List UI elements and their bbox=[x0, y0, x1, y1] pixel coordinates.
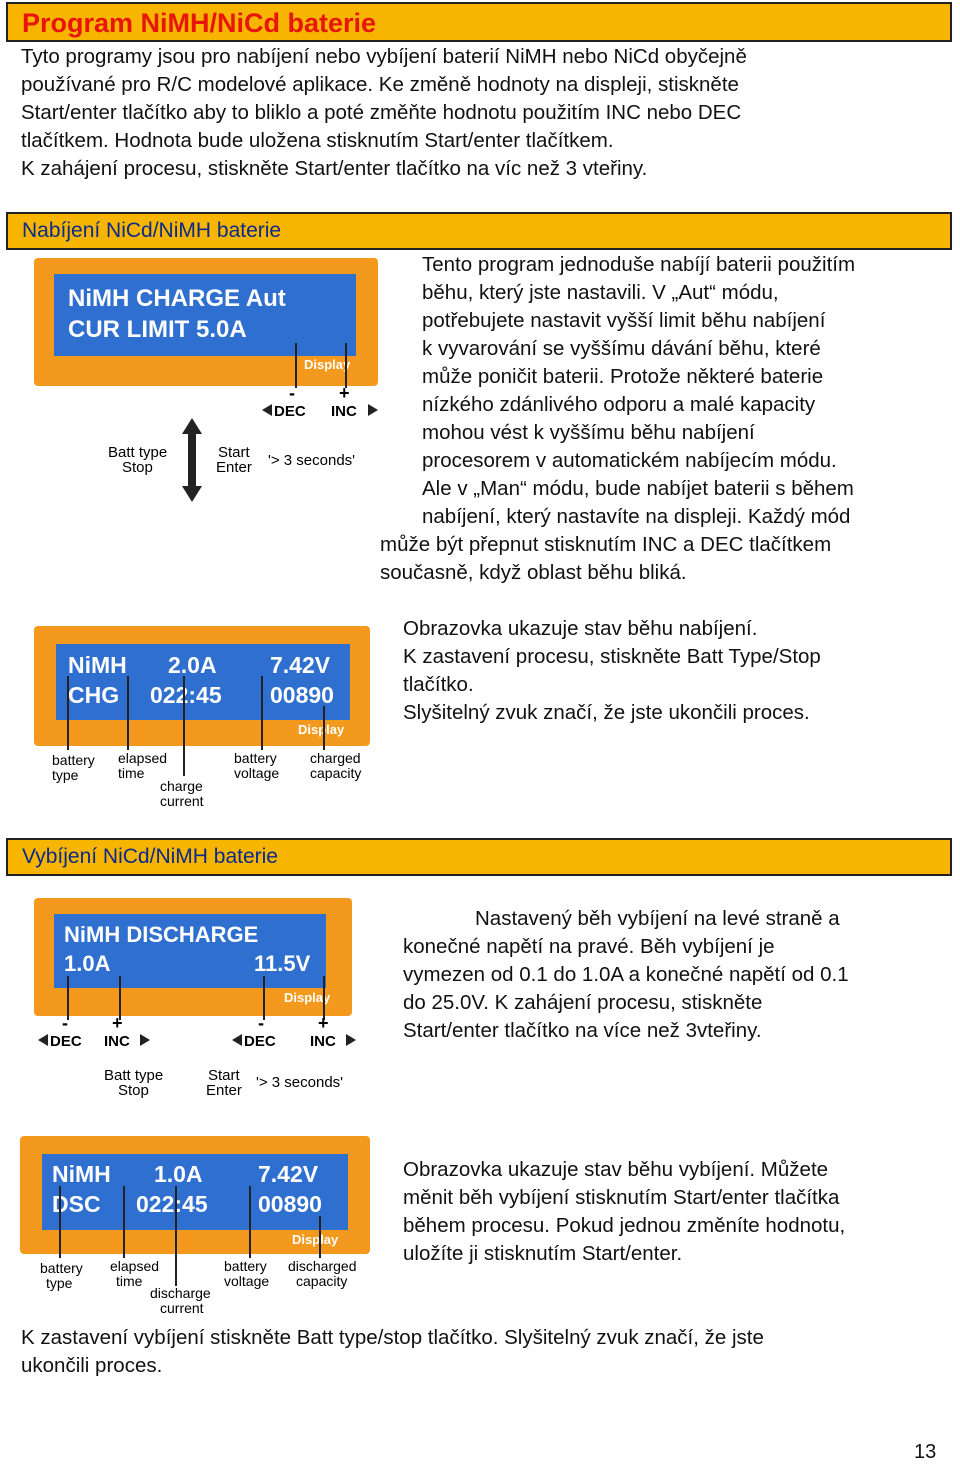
label-elapsed: elapsed bbox=[118, 750, 168, 766]
lcd-current: 1.0A bbox=[64, 951, 111, 976]
lcd-voltage: 11.5V bbox=[254, 951, 311, 976]
lcd-voltage: 7.42V bbox=[258, 1161, 319, 1187]
enter-label[interactable]: Enter bbox=[216, 459, 252, 476]
minus-sign: - bbox=[258, 1013, 264, 1033]
dec-button-label[interactable]: DEC bbox=[244, 1033, 276, 1050]
desc-line: současně, když oblast běhu bliká. bbox=[380, 561, 687, 584]
lcd-display-label: Display bbox=[304, 357, 351, 372]
discharge-section-heading bbox=[6, 838, 952, 876]
inc-arrow-icon bbox=[140, 1034, 150, 1046]
desc-line: do 25.0V. K zahájení procesu, stiskněte bbox=[403, 991, 763, 1014]
lcd-battery-type: NiMH bbox=[68, 652, 127, 678]
lcd-line: CUR LIMIT 5.0A bbox=[68, 316, 247, 343]
intro-line: tlačítkem. Hodnota bude uložena stisknutím Start/enter tlačítkem. bbox=[21, 129, 614, 152]
charge-section-heading bbox=[6, 212, 952, 250]
status-line: Obrazovka ukazuje stav běhu vybíjení. Můžete bbox=[403, 1158, 829, 1181]
status-line: Obrazovka ukazuje stav běhu nabíjení. bbox=[403, 617, 758, 640]
label-voltage: voltage bbox=[234, 765, 280, 781]
label-charged: charged bbox=[310, 750, 361, 766]
label-type: type bbox=[52, 767, 79, 783]
intro-line: Tyto programy jsou pro nabíjení nebo vybíjení baterií NiMH nebo NiCd obyčejně bbox=[21, 45, 747, 68]
dec-arrow-icon bbox=[232, 1034, 242, 1046]
charge-status-text bbox=[403, 615, 821, 727]
start-label[interactable]: Start bbox=[208, 1067, 240, 1084]
lcd-line: NiMH DISCHARGE bbox=[64, 922, 259, 947]
label-battery: battery bbox=[52, 752, 95, 768]
status-line: měnit běh vybíjení stisknutím Start/enter tlačítka bbox=[403, 1186, 840, 1209]
lcd-current: 1.0A bbox=[154, 1161, 203, 1187]
plus-sign: + bbox=[112, 1013, 123, 1033]
lcd-elapsed-time: 022:45 bbox=[150, 682, 222, 708]
label-charge: charge bbox=[160, 778, 203, 794]
inc-arrow-icon bbox=[346, 1034, 356, 1046]
label-battery-2: battery bbox=[234, 750, 277, 766]
label-voltage: voltage bbox=[224, 1273, 270, 1289]
intro-line: používané pro R/C modelové aplikace. Ke změně hodnoty na displeji, stiskněte bbox=[21, 73, 739, 96]
desc-line: běhu, který jste nastavili. V „Aut“ módu, bbox=[422, 281, 779, 304]
desc-line: k vyvarování se vyššímu dávání běhu, které bbox=[422, 337, 821, 360]
desc-line: konečné napětí na pravé. Běh vybíjení je bbox=[403, 935, 775, 958]
discharge-setup-display bbox=[34, 898, 384, 1106]
label-time: time bbox=[116, 1273, 143, 1289]
desc-line: potřebujete nastavit vyšší limit běhu nabíjení bbox=[422, 309, 826, 332]
batt-type-label[interactable]: Batt type bbox=[108, 444, 168, 461]
inc-button-label[interactable]: INC bbox=[331, 403, 357, 420]
desc-line: může být přepnut stisknutím INC a DEC tlačítkem bbox=[380, 533, 832, 556]
label-type: type bbox=[46, 1275, 73, 1291]
discharge-description bbox=[403, 905, 849, 1045]
batt-type-label[interactable]: Batt type bbox=[104, 1067, 164, 1084]
label-battery: battery bbox=[40, 1260, 83, 1276]
title-bar bbox=[6, 2, 952, 42]
dec-arrow-icon bbox=[262, 404, 272, 416]
lcd-mode: CHG bbox=[68, 682, 120, 708]
lcd-display-label: Display bbox=[298, 722, 345, 737]
desc-line: nabíjení, který nastavíte na displeji. Každý mód bbox=[422, 505, 851, 528]
charge-status-display bbox=[34, 626, 384, 816]
discharge-status-display bbox=[20, 1136, 380, 1322]
enter-label[interactable]: Enter bbox=[206, 1082, 242, 1099]
dec-button-label[interactable]: DEC bbox=[274, 403, 306, 420]
label-current: current bbox=[160, 1300, 204, 1316]
intro-line: K zahájení procesu, stiskněte Start/enter tlačítko na víc než 3 vteřiny. bbox=[21, 157, 648, 180]
desc-line: nízkého zdánlivého odporu a malé kapacity bbox=[422, 393, 816, 416]
dec-arrow-icon bbox=[38, 1034, 48, 1046]
lcd-capacity: 00890 bbox=[270, 682, 334, 708]
label-battery-2: battery bbox=[224, 1258, 267, 1274]
lcd-capacity: 00890 bbox=[258, 1191, 322, 1217]
discharge-status-text bbox=[403, 1156, 845, 1268]
footer-line: K zastavení vybíjení stiskněte Batt type/stop tlačítko. Slyšitelný zvuk značí, že jste bbox=[21, 1326, 764, 1349]
lcd-battery-type: NiMH bbox=[52, 1161, 111, 1187]
footer-text bbox=[21, 1324, 764, 1380]
status-line: K zastavení procesu, stiskněte Batt Type/Stop bbox=[403, 645, 821, 668]
status-line: Slyšitelný zvuk značí, že jste ukončili proces. bbox=[403, 701, 810, 724]
status-line: uložíte ji stisknutím Start/enter. bbox=[403, 1242, 683, 1265]
desc-line: může poničit baterii. Protože některé baterie bbox=[422, 365, 824, 388]
minus-sign: - bbox=[62, 1013, 68, 1033]
intro-line: Start/enter tlačítko aby to bliklo a poté změňte hodnotu použitím INC nebo DEC bbox=[21, 101, 742, 124]
charge-heading-text: Nabíjení NiCd/NiMH baterie bbox=[22, 219, 282, 242]
label-discharged: discharged bbox=[288, 1258, 357, 1274]
inc-button-label[interactable]: INC bbox=[104, 1033, 130, 1050]
desc-line: Tento program jednoduše nabíjí baterii použitím bbox=[422, 253, 856, 276]
label-elapsed: elapsed bbox=[110, 1258, 160, 1274]
lcd-display-label: Display bbox=[292, 1232, 339, 1247]
discharge-heading-text: Vybíjení NiCd/NiMH baterie bbox=[22, 845, 278, 868]
seconds-label: '> 3 seconds' bbox=[268, 452, 356, 469]
status-line: tlačítko. bbox=[403, 673, 474, 696]
stop-label[interactable]: Stop bbox=[118, 1082, 149, 1099]
start-label[interactable]: Start bbox=[218, 444, 250, 461]
charge-description-cont bbox=[380, 503, 850, 587]
dec-button-label[interactable]: DEC bbox=[50, 1033, 82, 1050]
label-capacity: capacity bbox=[310, 765, 362, 781]
stop-label[interactable]: Stop bbox=[122, 459, 153, 476]
desc-line: Start/enter tlačítko na více než 3vteřiny. bbox=[403, 1019, 762, 1042]
lcd-mode: DSC bbox=[52, 1191, 101, 1217]
charge-setup-display bbox=[34, 258, 384, 508]
charge-description bbox=[422, 251, 855, 503]
lcd-line: NiMH CHARGE Aut bbox=[68, 285, 286, 312]
status-line: během procesu. Pokud jednou změníte hodnotu, bbox=[403, 1214, 846, 1237]
lcd-elapsed-time: 022:45 bbox=[136, 1191, 208, 1217]
lcd-current: 2.0A bbox=[168, 652, 217, 678]
plus-sign: + bbox=[318, 1013, 329, 1033]
seconds-label: '> 3 seconds' bbox=[256, 1074, 344, 1091]
lcd-voltage: 7.42V bbox=[270, 652, 331, 678]
label-time: time bbox=[118, 765, 145, 781]
lcd-display-label: Display bbox=[284, 990, 331, 1005]
intro-text bbox=[21, 43, 747, 183]
inc-arrow-icon bbox=[368, 404, 378, 416]
desc-line: vymezen od 0.1 do 1.0A a konečné napětí od 0.1 bbox=[403, 963, 849, 986]
minus-sign: - bbox=[289, 383, 295, 403]
up-down-arrow-icon bbox=[182, 418, 202, 502]
plus-sign: + bbox=[339, 383, 350, 403]
desc-line: Ale v „Man“ módu, bude nabíjet baterii s během bbox=[422, 477, 854, 500]
page-title: Program NiMH/NiCd baterie bbox=[22, 8, 377, 38]
label-capacity: capacity bbox=[296, 1273, 348, 1289]
page-number: 13 bbox=[914, 1441, 937, 1463]
desc-line: procesorem v automatickém nabíjecím módu. bbox=[422, 449, 837, 472]
label-current: current bbox=[160, 793, 204, 809]
inc-button-label[interactable]: INC bbox=[310, 1033, 336, 1050]
label-discharge: discharge bbox=[150, 1285, 211, 1301]
desc-line: Nastavený běh vybíjení na levé straně a bbox=[475, 907, 840, 930]
footer-line: ukončili proces. bbox=[21, 1354, 163, 1377]
desc-line: mohou vést k vyššímu běhu nabíjení bbox=[422, 421, 755, 444]
